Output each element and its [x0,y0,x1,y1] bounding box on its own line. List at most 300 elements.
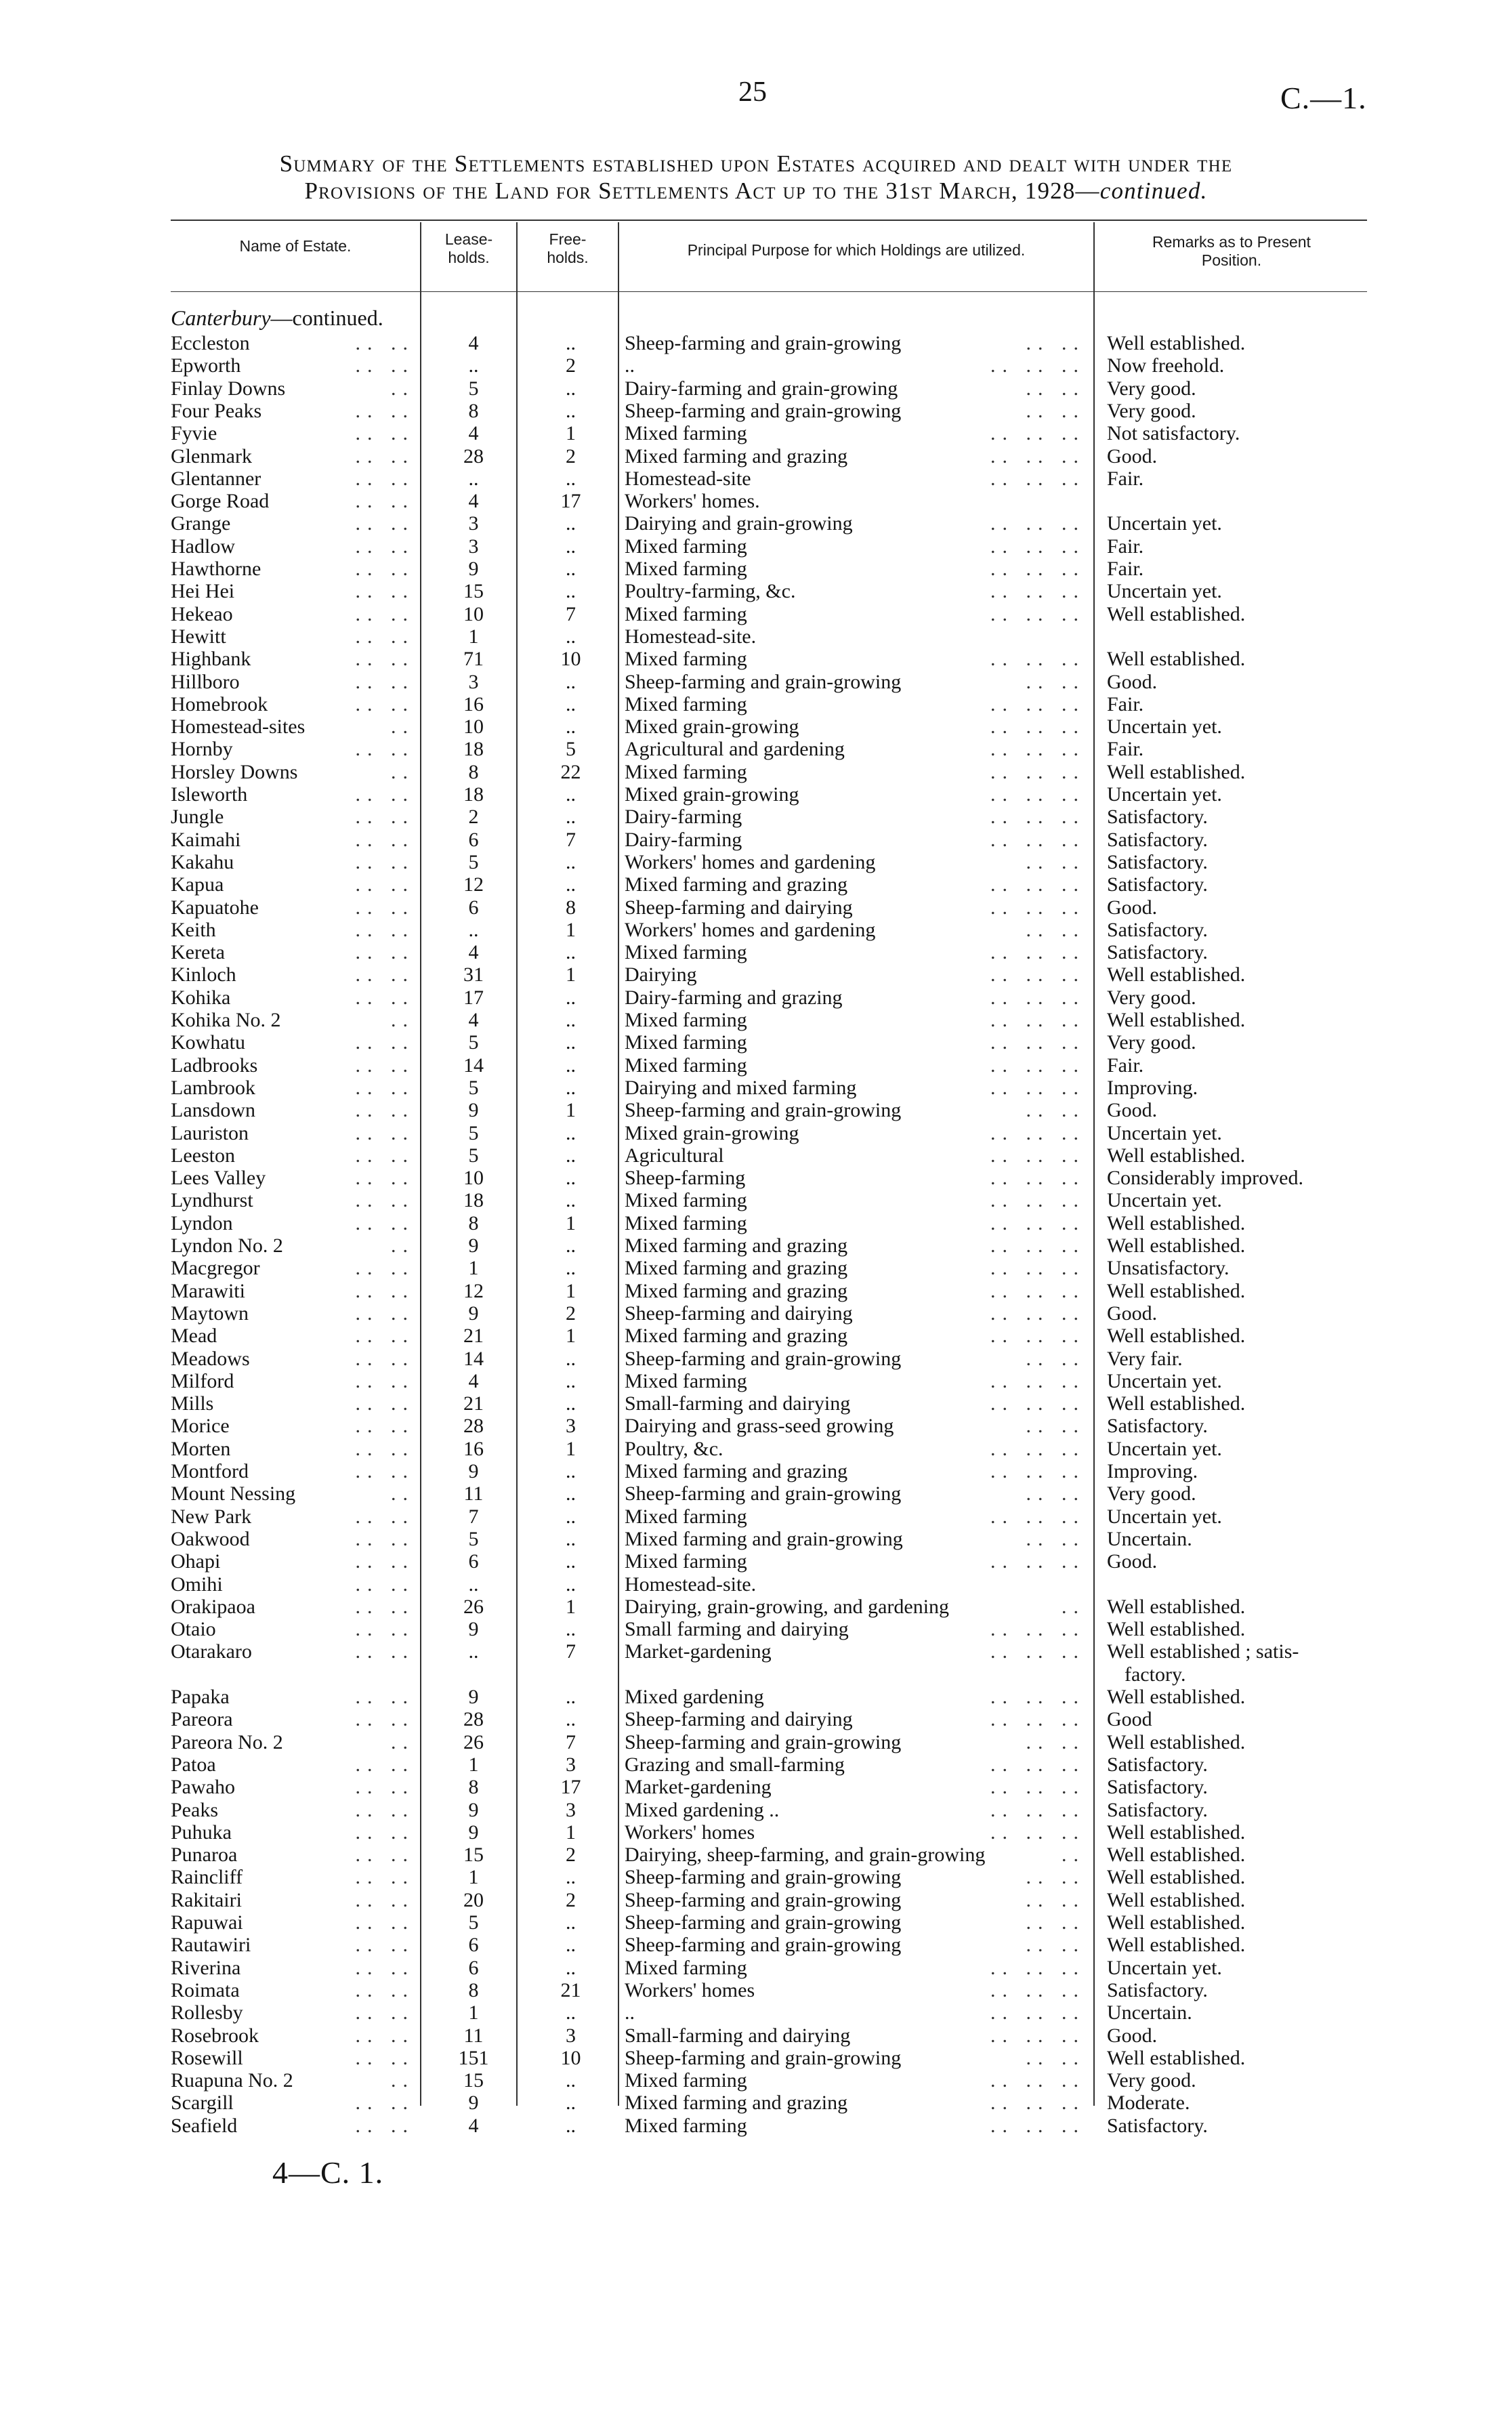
leaseholds-value: 1 [468,2001,479,2024]
leader-dots: .. .. .. [990,444,1085,467]
leader-dots: .. .. [355,2024,415,2047]
estate-name: Highbank [171,648,251,671]
purpose-text: Homestead-site. [625,1573,757,1596]
leader-dots: .. .. [355,1392,415,1415]
estate-name: Kohika No. 2 [171,1009,281,1031]
table-row [0,1618,1512,1640]
table-row [0,1753,1512,1776]
remarks-text: Good. [1107,1302,1158,1325]
purpose-text: Sheep-farming and grain-growing [625,1888,902,1911]
remarks-text: Fair. [1107,467,1144,490]
freeholds-value: .. [566,1009,576,1031]
table-row [0,580,1512,602]
leader-dots: .. .. [1026,1347,1085,1370]
table-row [0,354,1512,377]
leaseholds-value: 6 [468,1956,479,1979]
freeholds-value: .. [566,1460,576,1482]
purpose-text: Mixed gardening [625,1686,764,1708]
leader-dots: .. .. .. [990,467,1085,490]
freeholds-value: .. [566,1866,576,1889]
leader-dots: .. .. [1026,1888,1085,1911]
leader-dots: .. .. [355,1753,415,1776]
leader-dots: .. .. [1026,1099,1085,1122]
remarks-text: Uncertain yet. [1107,1437,1222,1460]
remarks-text: Satisfactory. [1107,1415,1208,1438]
table-row [0,761,1512,783]
remarks-text: Unsatisfactory. [1107,1257,1230,1280]
remarks-text: Good. [1107,2024,1158,2047]
table-row [0,1482,1512,1505]
freeholds-value: .. [566,670,576,693]
remarks-text: Uncertain yet. [1107,1505,1222,1528]
leader-dots: .. .. .. [990,738,1085,761]
estate-name: Lauriston [171,1121,249,1144]
freeholds-value: .. [566,1708,576,1731]
leaseholds-value: 31 [463,963,484,986]
purpose-text: Mixed grain-growing [625,783,799,806]
table-row [0,445,1512,467]
leader-dots: .. .. [355,1888,415,1911]
leaseholds-value: 4 [468,941,479,964]
leaseholds-value: 8 [468,760,479,783]
leader-dots: .. .. [355,1618,415,1641]
remarks-text: Uncertain yet. [1107,1121,1222,1144]
estate-name: Macgregor [171,1257,260,1280]
leaseholds-value: 4 [468,490,479,513]
table-row [0,1596,1512,1618]
remarks-text: Satisfactory. [1107,828,1208,851]
leader-dots: .. [391,1730,415,1753]
estate-name: Four Peaks [171,399,262,422]
freeholds-value: .. [566,1054,576,1077]
leader-dots: .. .. .. [990,896,1085,919]
leaseholds-value: .. [468,918,479,941]
estate-name: Hillboro [171,670,240,693]
leader-dots: .. .. [355,490,415,513]
table-row [0,558,1512,580]
freeholds-value: .. [566,377,576,400]
section-heading [171,306,383,329]
estate-name: Scargill [171,2092,234,2115]
table-row [0,490,1512,512]
freeholds-value: .. [566,332,576,354]
freeholds-value: .. [566,1031,576,1054]
remarks-text: Satisfactory. [1107,850,1208,873]
leaseholds-value: 4 [468,1369,479,1392]
purpose-text: Dairying, grain-growing, and gardening [625,1595,950,1618]
leaseholds-value: 11 [463,1482,484,1505]
leader-dots: .. .. [355,332,415,354]
purpose-text: Mixed farming [625,941,747,964]
purpose-text: Mixed grain-growing [625,1121,799,1144]
remarks-text: Well established. [1107,1888,1246,1911]
leaseholds-value: 17 [463,986,484,1009]
purpose-text: Mixed farming and grazing [625,1234,848,1257]
estate-name: Rautawiri [171,1934,251,1957]
purpose-text: Mixed farming [625,1956,747,1979]
freeholds-value: .. [566,1392,576,1415]
leader-dots: .. .. [1026,1911,1085,1934]
remarks-text: Uncertain yet. [1107,1189,1222,1212]
leader-dots: .. .. .. [990,1821,1085,1844]
purpose-text: Sheep-farming and grain-growing [625,1347,902,1370]
table-row [0,332,1512,354]
leader-dots: .. .. .. [990,535,1085,558]
remarks-text: Satisfactory. [1107,1776,1208,1799]
remarks-text: Well established. [1107,1392,1246,1415]
leader-dots: .. .. .. [990,828,1085,851]
leaseholds-value: 1 [468,1257,479,1280]
leader-dots: .. .. [355,602,415,625]
leader-dots: .. .. [355,1527,415,1550]
estate-name: Hornby [171,738,233,761]
remarks-text: Very good. [1107,377,1196,400]
leaseholds-value: .. [468,354,479,377]
leader-dots: .. .. .. [990,986,1085,1009]
estate-name: Lansdown [171,1099,255,1122]
purpose-text: Mixed farming [625,535,747,558]
freeholds-value: 2 [566,444,576,467]
purpose-text: Poultry, &c. [625,1437,723,1460]
table-row [0,873,1512,896]
table-row [0,1257,1512,1279]
leaseholds-value: 20 [463,1888,484,1911]
table-row [0,512,1512,535]
leader-dots: .. .. .. [990,941,1085,964]
table-row [0,1077,1512,1099]
leader-dots: .. .. [355,1121,415,1144]
leader-dots: .. .. .. [990,1776,1085,1799]
estate-name: Lyndhurst [171,1189,253,1212]
leaseholds-value: 9 [468,1234,479,1257]
remarks-text: Well established. [1107,1821,1246,1844]
leader-dots: .. .. [355,1708,415,1731]
remarks-text: Uncertain. [1107,2001,1192,2024]
table-row [0,851,1512,873]
leaseholds-value: 151 [458,2046,489,2069]
estate-name: Pareora No. 2 [171,1730,283,1753]
leader-dots: .. .. .. [990,354,1085,377]
header-remarks: Remarks as to Present Position. [1152,233,1311,269]
estate-name: Marawiti [171,1279,245,1302]
table-row [0,467,1512,490]
leaseholds-value: 5 [468,1527,479,1550]
purpose-text: Small-farming and dairying [625,2024,851,2047]
table-row [0,400,1512,422]
leader-dots: .. .. [355,918,415,941]
estate-name: Kereta [171,941,225,964]
purpose-text: Sheep-farming and grain-growing [625,1482,902,1505]
leaseholds-value: 9 [468,1821,479,1844]
leaseholds-value: 5 [468,1911,479,1934]
estate-name: Morice [171,1415,230,1438]
leader-dots: .. .. .. [990,1189,1085,1212]
estate-name: Lees Valley [171,1167,266,1190]
leaseholds-value: 8 [468,1776,479,1799]
freeholds-value: 1 [566,1099,576,1122]
purpose-text: Grazing and small-farming [625,1753,845,1776]
leader-dots: .. [391,1234,415,1257]
table-row [0,1979,1512,2001]
remarks-text: Well established. [1107,1234,1246,1257]
estate-name: Hawthorne [171,558,261,580]
table-row [0,1144,1512,1167]
leaseholds-value: 10 [463,602,484,625]
freeholds-value: .. [566,1618,576,1641]
leader-dots: .. .. [355,896,415,919]
table-row [0,1280,1512,1302]
leader-dots: .. .. .. [990,1234,1085,1257]
purpose-text: Sheep-farming and grain-growing [625,2046,902,2069]
purpose-text: Mixed farming and grain-growing [625,1527,903,1550]
estate-name: Otarakaro [171,1640,252,1663]
remarks-text: Good. [1107,444,1158,467]
purpose-text: Agricultural and gardening [625,738,845,761]
document-reference: C.—1. [1280,81,1367,115]
leader-dots: .. .. .. [990,1009,1085,1031]
freeholds-value: 8 [566,896,576,919]
remarks-text: Good. [1107,1550,1158,1573]
leader-dots: .. .. [355,535,415,558]
freeholds-value: 10 [560,648,581,671]
purpose-text: Mixed farming [625,2114,747,2137]
purpose-text: Mixed gardening .. [625,1798,780,1821]
estate-name: Homestead-sites [171,715,306,739]
leader-dots: .. .. .. [990,1505,1085,1528]
estate-name: Gorge Road [171,490,270,513]
table-row [0,806,1512,828]
leader-dots: .. .. .. [990,1708,1085,1731]
leader-dots: .. [391,1482,415,1505]
freeholds-value: 2 [566,1888,576,1911]
leader-dots: .. .. [355,1776,415,1799]
leader-dots: .. .. .. [990,1211,1085,1234]
leaseholds-value: 5 [468,1076,479,1099]
leaseholds-value: 26 [463,1730,484,1753]
table-row [0,896,1512,919]
leader-dots: .. .. [355,738,415,761]
freeholds-value: .. [566,1482,576,1505]
leader-dots: .. .. .. [990,806,1085,829]
freeholds-value: .. [566,1956,576,1979]
table-row [0,1686,1512,1708]
purpose-text: Mixed farming [625,558,747,580]
purpose-text: Mixed farming [625,692,747,715]
table-row [0,1031,1512,1054]
leaseholds-value: 9 [468,1798,479,1821]
table-row [0,1212,1512,1234]
leader-dots: .. [391,715,415,739]
table-row [0,1866,1512,1888]
table-row [0,1325,1512,1347]
leaseholds-value: 71 [463,648,484,671]
estate-name: Maytown [171,1302,249,1325]
page-footer: 4—C. 1. [272,2155,384,2190]
leader-dots: .. .. [355,2001,415,2024]
leader-dots: .. .. [355,1257,415,1280]
freeholds-value: 3 [566,2024,576,2047]
purpose-text: Mixed farming [625,1505,747,1528]
leaseholds-value: 28 [463,444,484,467]
table-row [0,535,1512,558]
table-row [0,625,1512,648]
estate-name: Seafield [171,2114,238,2137]
remarks-text: Satisfactory. [1107,941,1208,964]
leader-dots: .. .. .. [990,1753,1085,1776]
freeholds-value: 5 [566,738,576,761]
leader-dots: .. .. [1026,1482,1085,1505]
leader-dots: .. .. [1026,399,1085,422]
freeholds-value: .. [566,1257,576,1280]
estate-name: Riverina [171,1956,241,1979]
table-row [0,1460,1512,1482]
leader-dots: .. .. [355,1302,415,1325]
leader-dots: .. .. [355,828,415,851]
leader-dots: .. [391,377,415,400]
remarks-text: Very good. [1107,399,1196,422]
table-row [0,1799,1512,1821]
table-row [0,2024,1512,2047]
header-freeholds: Free- holds. [547,230,589,266]
leader-dots: .. .. [355,692,415,715]
purpose-text: Mixed farming and grazing [625,444,848,467]
leaseholds-value: 3 [468,535,479,558]
purpose-text: Poultry-farming, &c. [625,580,796,603]
purpose-text: Dairying and grain-growing [625,512,853,535]
remarks-text: Well established. [1107,602,1246,625]
freeholds-value: 21 [560,1978,581,2001]
table-row [0,693,1512,715]
freeholds-value: .. [566,2092,576,2115]
leader-dots: .. .. .. [990,558,1085,580]
leader-dots: .. .. [355,2114,415,2137]
remarks-text: Good. [1107,896,1158,919]
leaseholds-value: 1 [468,1753,479,1776]
leaseholds-value: 11 [463,2024,484,2047]
leaseholds-value: 28 [463,1708,484,1731]
leaseholds-value: 9 [468,1686,479,1708]
freeholds-value: .. [566,2069,576,2092]
purpose-text: Dairy-farming [625,806,742,829]
estate-name: Morten [171,1437,231,1460]
remarks-text: Satisfactory. [1107,918,1208,941]
leader-dots: .. .. .. [990,580,1085,603]
leader-dots: .. [391,760,415,783]
purpose-text: .. [625,354,635,377]
remarks-text: Very good. [1107,2069,1196,2092]
freeholds-value: .. [566,873,576,896]
leaseholds-value: 4 [468,2114,479,2137]
table-row [0,1573,1512,1596]
leader-dots: .. .. .. [990,1167,1085,1190]
table-row [0,1302,1512,1325]
purpose-text: Mixed farming [625,2069,747,2092]
freeholds-value: 7 [566,1730,576,1753]
leader-dots: .. .. [355,1437,415,1460]
leader-dots: .. .. .. [990,760,1085,783]
purpose-text: .. [625,2001,635,2024]
table-row [0,1438,1512,1460]
estate-name: New Park [171,1505,252,1528]
purpose-text: Small-farming and dairying [625,1392,851,1415]
leader-dots: .. .. .. [990,1437,1085,1460]
estate-name: Mead [171,1325,217,1348]
estate-name: Homebrook [171,692,268,715]
table-row [0,2115,1512,2137]
freeholds-value: .. [566,2114,576,2137]
leader-dots: .. .. [355,1189,415,1212]
remarks-text: Well established. [1107,1595,1246,1618]
remarks-text: Satisfactory. [1107,1753,1208,1776]
leader-dots: .. .. [1026,918,1085,941]
freeholds-value: .. [566,850,576,873]
table-row [0,1528,1512,1550]
estate-name: Ohapi [171,1550,221,1573]
leaseholds-value: 5 [468,1144,479,1167]
estate-name: Hei Hei [171,580,235,603]
purpose-text: Mixed farming [625,760,747,783]
estate-name: Papaka [171,1686,230,1708]
table-row [0,1009,1512,1031]
leader-dots: .. .. .. [990,1978,1085,2001]
estate-name: Omihi [171,1573,223,1596]
purpose-text: Sheep-farming and grain-growing [625,670,902,693]
freeholds-value: .. [566,1505,576,1528]
freeholds-value: .. [566,1911,576,1934]
leader-dots: .. .. [355,1844,415,1867]
leader-dots: .. .. [355,558,415,580]
freeholds-value: 22 [560,760,581,783]
leader-dots: .. .. [355,1031,415,1054]
remarks-text: Not satisfactory. [1107,422,1240,445]
leaseholds-value: 28 [463,1415,484,1438]
purpose-text: Sheep-farming and dairying [625,1302,853,1325]
freeholds-value: .. [566,1076,576,1099]
purpose-text: Sheep-farming and grain-growing [625,1866,902,1889]
leaseholds-value: 14 [463,1054,484,1077]
remarks-text: Well established. [1107,1686,1246,1708]
leaseholds-value: 6 [468,828,479,851]
remarks-text: Well established. [1107,1009,1246,1031]
freeholds-value: 1 [566,1821,576,1844]
leaseholds-value: 7 [468,1505,479,1528]
leader-dots: .. .. [1026,850,1085,873]
table-row [0,1189,1512,1211]
purpose-text: Mixed farming [625,1054,747,1077]
table-row [0,919,1512,941]
freeholds-value: 1 [566,1437,576,1460]
leader-dots: .. .. [355,1821,415,1844]
leader-dots: .. .. [355,1595,415,1618]
purpose-text: Dairy-farming and grain-growing [625,377,898,400]
leader-dots: .. .. [355,1978,415,2001]
leader-dots: .. .. [1026,1527,1085,1550]
table-row [0,1821,1512,1844]
leaseholds-value: .. [468,1573,479,1596]
table-row [0,1776,1512,1798]
leaseholds-value: 8 [468,399,479,422]
estate-name: Patoa [171,1753,216,1776]
leaseholds-value: 16 [463,692,484,715]
leader-dots: .. .. [355,1866,415,1889]
remarks-text: Well established. [1107,1866,1246,1889]
remarks-text: Well established. [1107,963,1246,986]
leaseholds-value: 15 [463,580,484,603]
leader-dots: .. .. .. [990,2001,1085,2024]
purpose-text: Sheep-farming and dairying [625,1708,853,1731]
leaseholds-value: 6 [468,896,479,919]
freeholds-value: 2 [566,1844,576,1867]
